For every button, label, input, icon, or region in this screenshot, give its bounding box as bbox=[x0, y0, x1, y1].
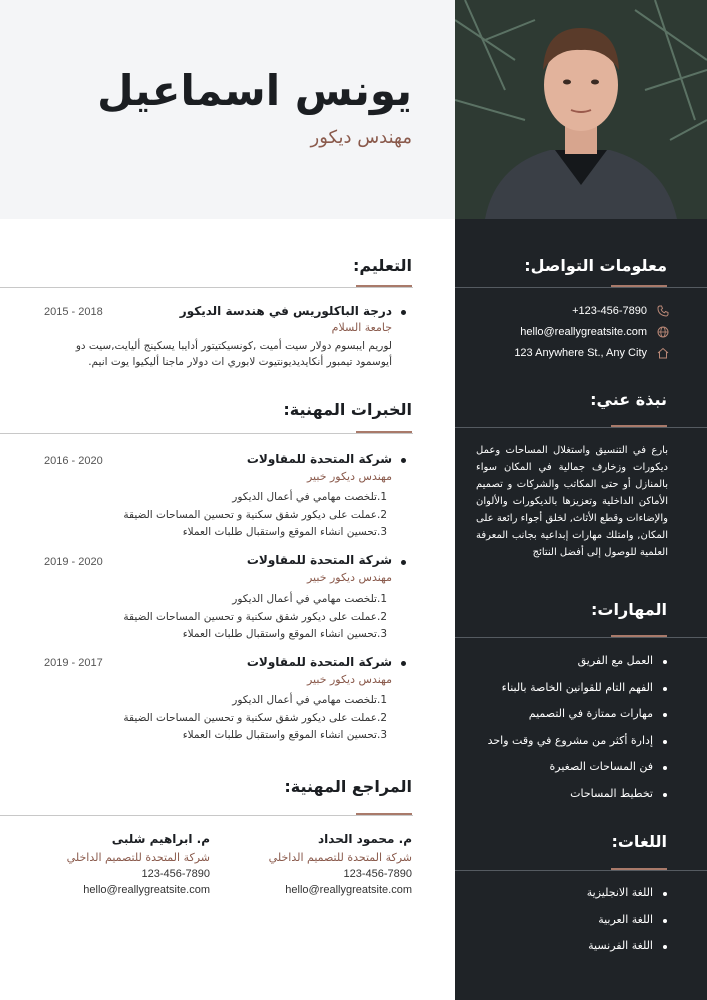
experience-dates: 2019 - 2017 bbox=[44, 657, 103, 669]
experience-heading: الخبرات المهنية: bbox=[283, 400, 412, 419]
skills-divider bbox=[455, 637, 707, 638]
education-description: لوريم ايبسوم دولار سيت أميت ,كونسيكتيتور أدايبا يسكينج أليايت,سيت دو أيوسمود تيمبور أنكايديديونتيوت لابوري ات دولار ماجنا أليكيوا يوت انيم. bbox=[75, 340, 392, 368]
experience-task: 1.تلخصت مهامي في أعمال الديكور bbox=[232, 694, 387, 706]
experience-task: 3.تحسين انشاء الموقع واستقبال طلبات العملاء bbox=[182, 526, 387, 538]
skill-item: الفهم التام للقوانين الخاصة بالبناء bbox=[449, 681, 669, 708]
references-divider bbox=[0, 815, 413, 816]
job-title: مهندس ديكور bbox=[310, 127, 412, 148]
about-text: بارع في التنسيق واستغلال المساحات وعمل ديكورات وزخارف جمالية في المكان سواء بالمنازل أو حتى المكاتب والشركات و تصميم الأماكن الداخلية وتعزيزها بالديكورات والألوان والإضاءات وقطع الأثاث, لخلق أجواء رائعة على المكان, وامتلك مهارات إبداعية بجانب المعرفة العلمية للوصول إلى أفضل النتائج bbox=[476, 445, 668, 558]
experience-role: مهندس ديكور خبير bbox=[306, 673, 392, 686]
experience-bullet bbox=[401, 560, 406, 565]
references-heading: المراجع المهنية: bbox=[284, 777, 412, 796]
experience-task: 2.عملت على ديكور شقق سكنية و تحسين المساحات الضيقة bbox=[123, 711, 387, 724]
experience-dates: 2019 - 2020 bbox=[44, 556, 103, 568]
experience-task: 3.تحسين انشاء الموقع واستقبال طلبات العملاء bbox=[182, 628, 387, 640]
experience-tasks bbox=[123, 489, 387, 542]
experience-task: 1.تلخصت مهامي في أعمال الديكور bbox=[232, 491, 387, 503]
skill-item: إدارة أكثر من مشروع في وقت واحد bbox=[449, 734, 669, 761]
contact-email[interactable]: hello@reallygreatsite.com bbox=[520, 326, 647, 338]
contact-heading: معلومات التواصل: bbox=[524, 256, 667, 275]
home-icon bbox=[657, 347, 669, 359]
experience-task: 1.تلخصت مهامي في أعمال الديكور bbox=[232, 593, 387, 605]
education-university: جامعة السلام bbox=[331, 321, 392, 334]
experience-role: مهندس ديكور خبير bbox=[306, 571, 392, 584]
education-divider bbox=[0, 287, 413, 288]
reference-email[interactable]: hello@reallygreatsite.com bbox=[83, 884, 210, 896]
contact-address-row bbox=[469, 344, 669, 362]
skill-item: تخطيط المساحات bbox=[449, 787, 669, 814]
contact-phone-row bbox=[469, 302, 669, 320]
reference-phone: 123-456-7890 bbox=[141, 868, 210, 880]
reference-phone: 123-456-7890 bbox=[343, 868, 412, 880]
about-heading: نبذة عني: bbox=[590, 390, 667, 409]
experience-company: شركة المتحدة للمقاولات bbox=[246, 553, 392, 567]
languages-list bbox=[449, 886, 669, 966]
experience-bullet bbox=[401, 458, 406, 463]
skill-item: العمل مع الفريق bbox=[449, 654, 669, 681]
skills-heading: المهارات: bbox=[591, 600, 667, 619]
education-degree: درجة الباكلوريس في هندسة الديكور bbox=[179, 304, 392, 318]
language-item: اللغة العربية bbox=[449, 913, 669, 940]
globe-icon bbox=[657, 326, 669, 338]
experience-role: مهندس ديكور خبير bbox=[306, 470, 392, 483]
reference-company: شركة المتحدة للتصميم الداخلي bbox=[268, 851, 412, 864]
experience-company: شركة المتحدة للمقاولات bbox=[246, 655, 392, 669]
contact-phone: +123-456-7890 bbox=[572, 305, 647, 317]
experience-tasks bbox=[123, 692, 387, 745]
languages-divider bbox=[455, 870, 707, 871]
skills-list bbox=[449, 654, 669, 814]
education-heading: التعليم: bbox=[352, 256, 412, 275]
profile-photo bbox=[455, 0, 707, 219]
reference-name: م. ابراهيم شلبى bbox=[111, 832, 210, 846]
experience-task: 2.عملت على ديكور شقق سكنية و تحسين المساحات الضيقة bbox=[123, 508, 387, 521]
experience-task: 2.عملت على ديكور شقق سكنية و تحسين المساحات الضيقة bbox=[123, 610, 387, 623]
education-bullet bbox=[401, 310, 406, 315]
skill-item: فن المساحات الصغيرة bbox=[449, 760, 669, 787]
phone-icon bbox=[657, 305, 669, 317]
experience-bullet bbox=[401, 661, 406, 666]
languages-heading: اللغات: bbox=[611, 832, 667, 851]
reference-email[interactable]: hello@reallygreatsite.com bbox=[285, 884, 412, 896]
reference-name: م. محمود الحداد bbox=[318, 832, 412, 846]
experience-dates: 2016 - 2020 bbox=[44, 455, 103, 467]
experience-task: 3.تحسين انشاء الموقع واستقبال طلبات العملاء bbox=[182, 729, 387, 741]
experience-company: شركة المتحدة للمقاولات bbox=[246, 452, 392, 466]
contact-divider bbox=[455, 287, 707, 288]
education-dates: 2015 - 2018 bbox=[44, 306, 103, 318]
language-item: اللغة الانجليزية bbox=[449, 886, 669, 913]
language-item: اللغة الفرنسية bbox=[449, 939, 669, 966]
about-divider bbox=[455, 427, 707, 428]
reference-company: شركة المتحدة للتصميم الداخلي bbox=[66, 851, 210, 864]
skill-item: مهارات ممتازة في التصميم bbox=[449, 707, 669, 734]
person-name: يونس اسماعيل bbox=[97, 66, 412, 115]
experience-divider bbox=[0, 433, 413, 434]
contact-address: 123 Anywhere St., Any City bbox=[514, 347, 647, 359]
contact-email-row bbox=[469, 323, 669, 341]
experience-tasks bbox=[123, 591, 387, 644]
